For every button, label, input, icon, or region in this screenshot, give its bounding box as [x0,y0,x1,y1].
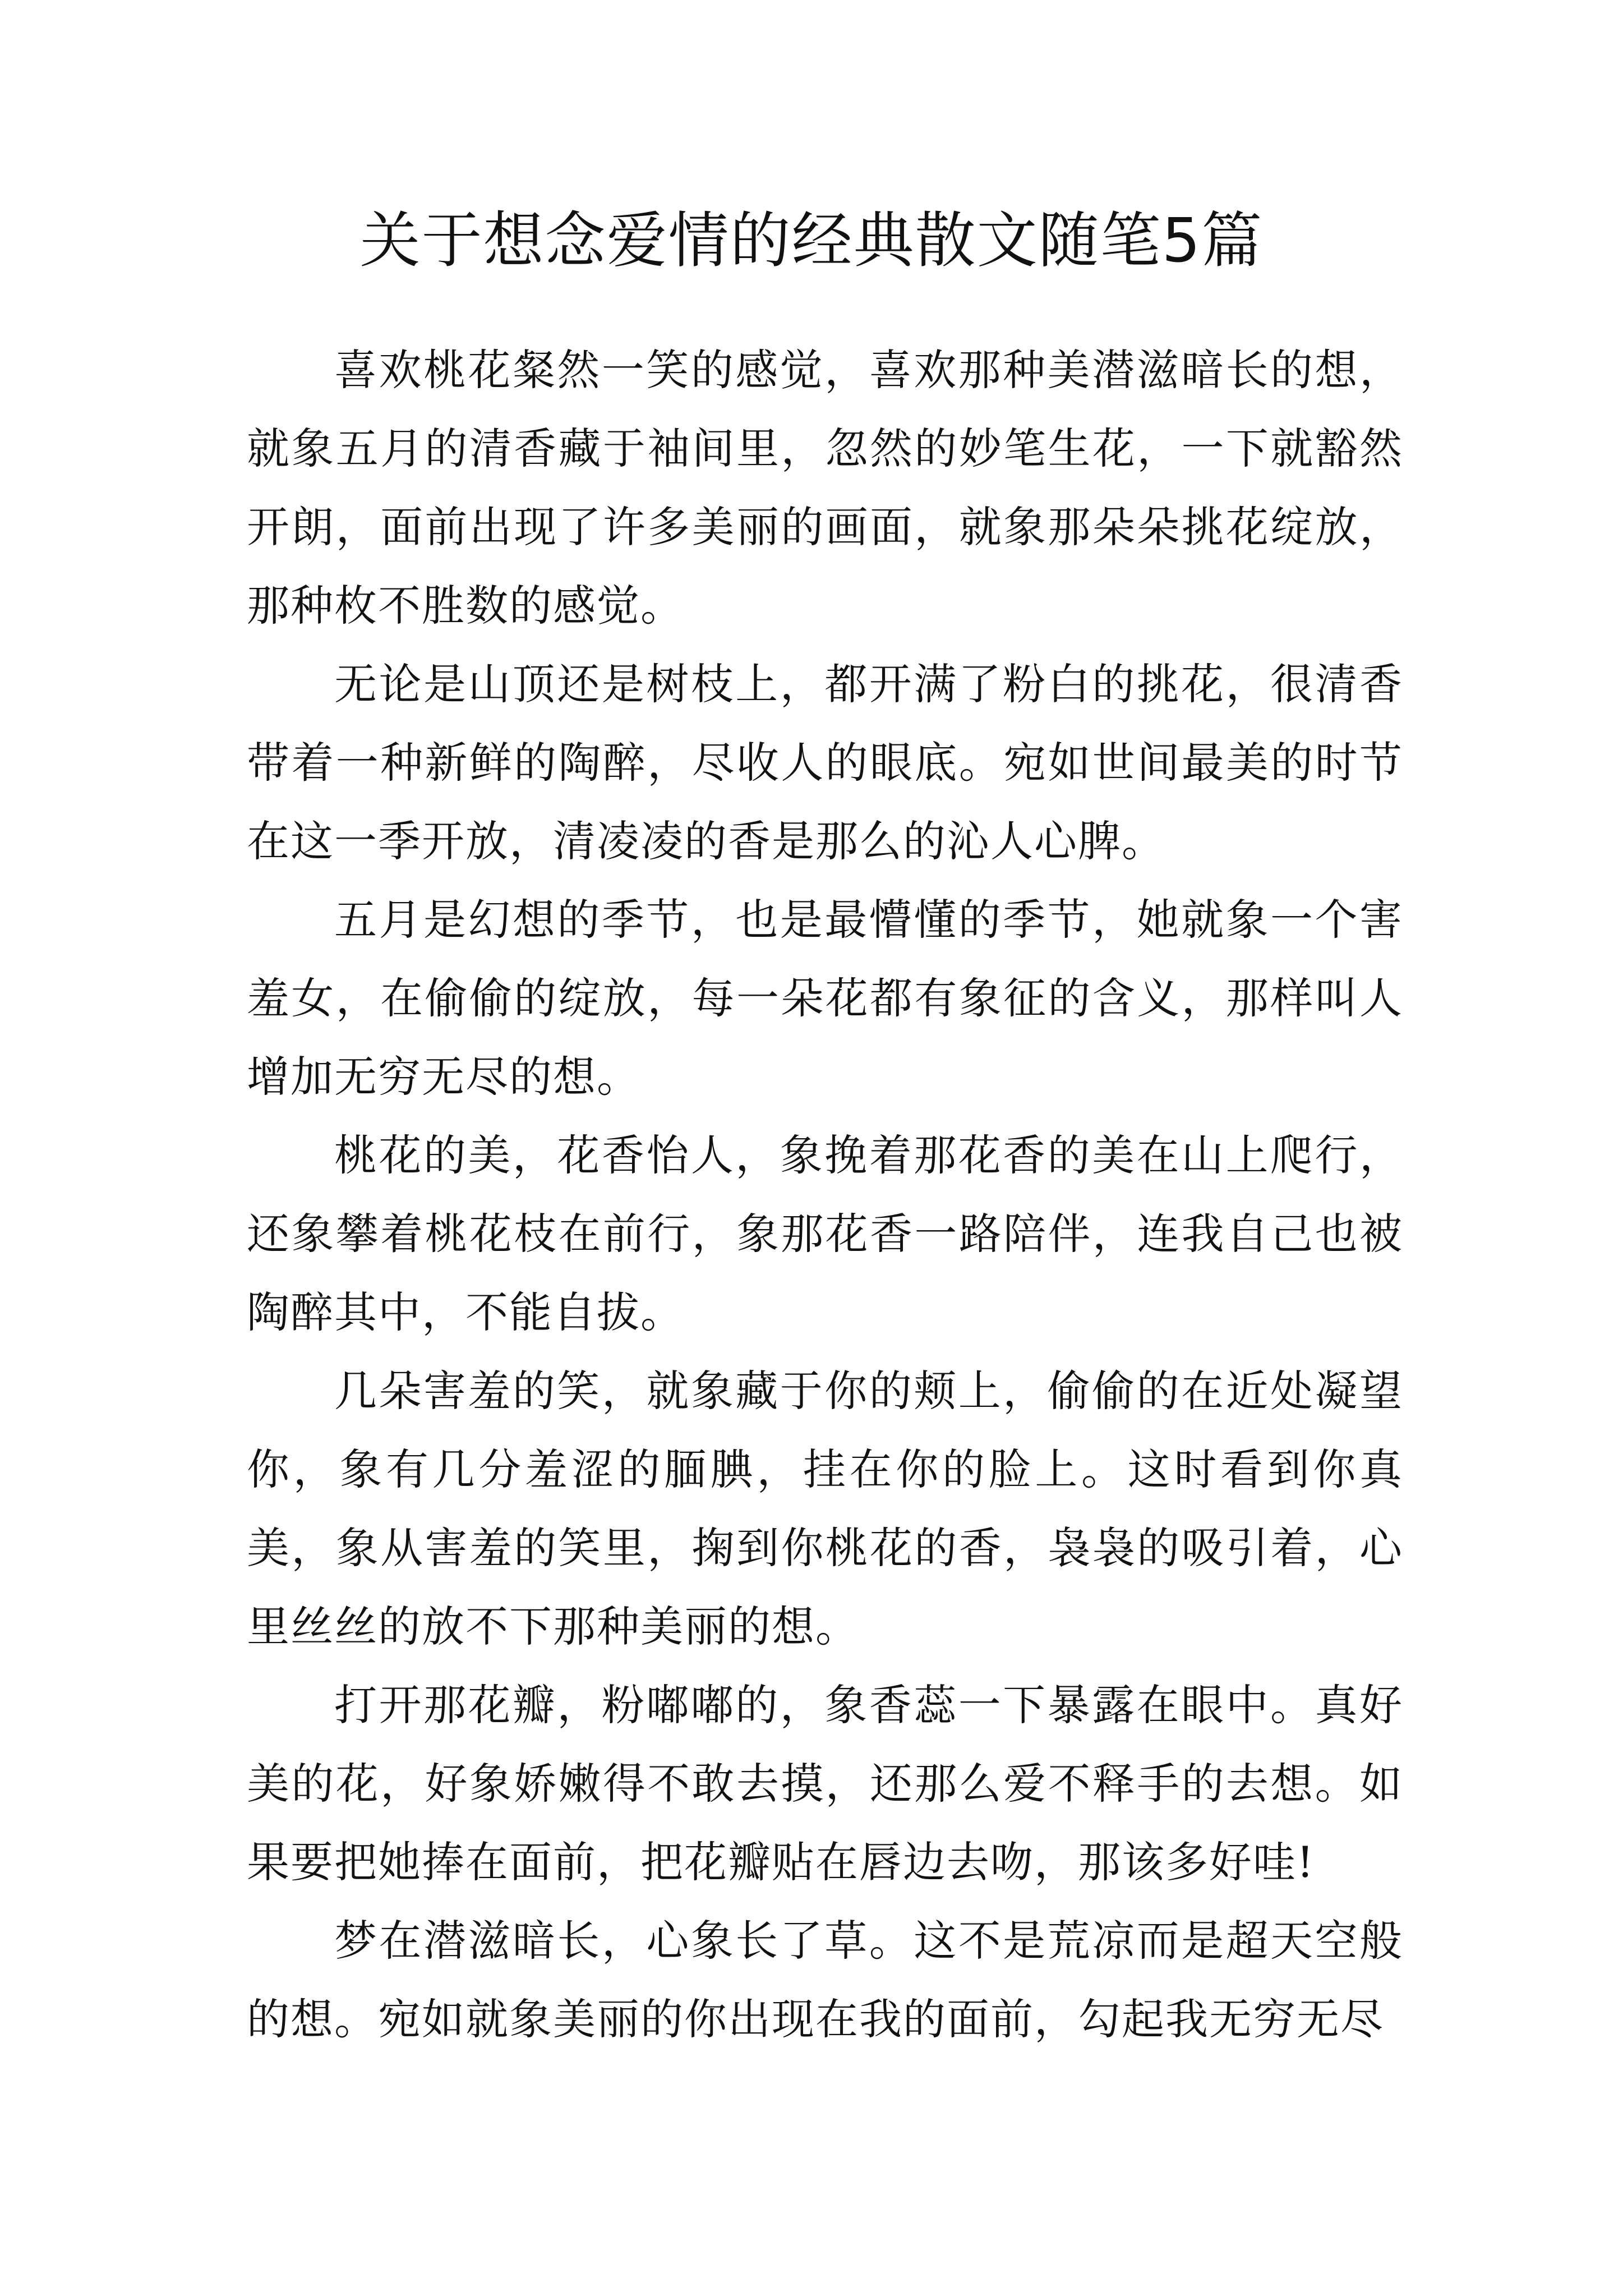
page-title: 关于想念爱情的经典散文随笔5篇 [359,206,1264,276]
paragraph: 五月是幻想的季节，也是最懵懂的季节，她就象一个害羞女，在偷偷的绽放，每一朵花都有象征的含义，那样叫人增加无穷无尽的想。 [247,895,1403,1102]
paragraph: 打开那花瓣，粉嘟嘟的，象香蕊一下暴露在眼中。真好美的花，好象娇嫩得不敢去摸，还那么爱不释手的去想。如果要把她捧在面前，把花瓣贴在唇边去吻，那该多好哇! [247,1680,1403,1887]
article-body [247,331,1403,2059]
paragraph: 无论是山顶还是树枝上，都开满了粉白的挑花，很清香带着一种新鲜的陶醉，尽收人的眼底。宛如世间最美的时节在这一季开放，清凌凌的香是那么的沁人心脾。 [247,659,1403,866]
paragraph: 几朵害羞的笑，就象藏于你的颊上，偷偷的在近处凝望你，象有几分羞涩的腼腆，挂在你的脸上。这时看到你真美，象从害羞的笑里，掬到你桃花的香，袅袅的吸引着，心里丝丝的放不下那种美丽的想。 [247,1366,1403,1651]
paragraph: 桃花的美，花香怡人，象挽着那花香的美在山上爬行，还象攀着桃花枝在前行，象那花香一路陪伴，连我自己也被陶醉其中，不能自拔。 [247,1130,1403,1337]
paragraph: 喜欢桃花粲然一笑的感觉，喜欢那种美潜滋暗长的想，就象五月的清香藏于袖间里，忽然的妙笔生花，一下就豁然开朗，面前出现了许多美丽的画面，就象那朵朵挑花绽放，那种枚不胜数的感觉。 [247,345,1403,631]
paragraph: 梦在潜滋暗长，心象长了草。这不是荒凉而是超天空般的想。宛如就象美丽的你出现在我的面前，勾起我无穷无尽 [247,1916,1403,2044]
